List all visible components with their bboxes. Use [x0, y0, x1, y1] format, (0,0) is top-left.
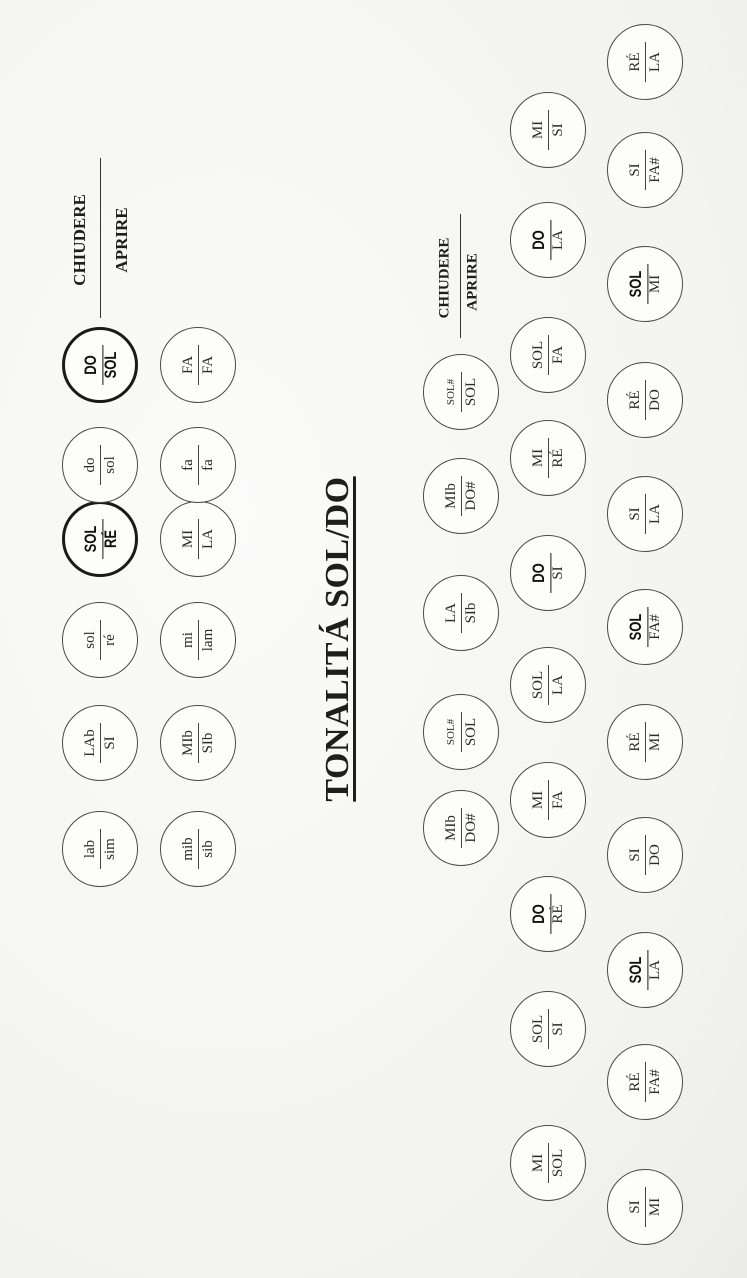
note-opening: FA	[549, 790, 566, 810]
bass-button	[607, 932, 683, 1008]
button-notes	[430, 797, 492, 859]
note-opening: LA	[549, 230, 566, 250]
note-opening: SIb	[462, 602, 479, 624]
bass-button	[607, 817, 683, 893]
note-closing: RÉ	[626, 1062, 646, 1102]
button-notes	[69, 609, 131, 671]
note-closing: SOL	[78, 519, 103, 559]
upper-chiudere-label: CHIUDERE	[70, 194, 89, 286]
note-closing: RÉ	[626, 722, 646, 762]
bass-button	[160, 501, 236, 577]
note-closing: SOL#	[442, 712, 462, 752]
bass-button	[607, 1044, 683, 1120]
button-notes	[167, 434, 229, 496]
note-opening: FA#	[646, 157, 663, 183]
note-opening: LA	[646, 52, 663, 72]
button-notes	[430, 701, 492, 763]
note-opening: SI	[549, 123, 566, 137]
button-notes	[517, 769, 579, 831]
bass-button	[510, 92, 586, 168]
button-notes	[614, 483, 676, 545]
note-closing: MIb	[442, 476, 462, 516]
note-closing: do	[81, 445, 101, 485]
bass-button	[423, 458, 499, 534]
note-closing: MI	[179, 519, 199, 559]
note-opening: RÉ	[549, 904, 566, 924]
note-opening: SOL	[462, 717, 479, 747]
upper-aprire-label: APRIRE	[112, 207, 131, 273]
button-notes	[69, 712, 131, 774]
button-notes	[517, 654, 579, 716]
button-notes	[167, 712, 229, 774]
bass-button	[510, 535, 586, 611]
bass-button	[160, 602, 236, 678]
bass-button	[423, 575, 499, 651]
note-opening: DO#	[462, 481, 479, 511]
note-opening: MI	[646, 274, 663, 294]
upper-divider-line	[100, 158, 101, 318]
note-opening: SOL	[462, 377, 479, 407]
bass-button	[607, 132, 683, 208]
note-closing: SOL	[529, 1009, 549, 1049]
note-opening: FA#	[646, 1069, 663, 1095]
note-closing: MI	[529, 438, 549, 478]
button-notes	[167, 818, 229, 880]
button-notes	[69, 434, 131, 496]
note-closing: MI	[529, 780, 549, 820]
note-closing: SOL	[529, 335, 549, 375]
bass-button	[62, 811, 138, 887]
note-closing: sol	[81, 620, 101, 660]
note-closing: SI	[626, 1187, 646, 1227]
note-opening: DO	[646, 389, 663, 411]
bass-button	[607, 1169, 683, 1245]
bass-button	[423, 790, 499, 866]
button-notes	[614, 369, 676, 431]
bass-button	[607, 589, 683, 665]
note-closing: RÉ	[626, 380, 646, 420]
note-opening: DO#	[462, 813, 479, 843]
button-notes	[614, 1176, 676, 1238]
bass-button	[510, 317, 586, 393]
note-closing: LA	[442, 593, 462, 633]
button-notes	[430, 465, 492, 527]
note-opening: LA	[199, 529, 216, 549]
note-opening: sib	[199, 840, 216, 858]
button-notes	[614, 824, 676, 886]
lower-aprire-label: APRIRE	[464, 253, 481, 311]
note-closing: MI	[529, 1143, 549, 1183]
button-notes	[430, 582, 492, 644]
button-notes	[614, 31, 676, 93]
bass-button	[160, 327, 236, 403]
button-notes	[614, 596, 676, 658]
bass-button	[423, 354, 499, 430]
button-notes	[517, 324, 579, 386]
note-closing: SI	[626, 150, 646, 190]
note-opening: FA	[199, 355, 216, 375]
note-opening: ré	[101, 634, 118, 646]
note-opening: SI	[101, 736, 118, 750]
bass-button	[607, 362, 683, 438]
bass-button	[510, 647, 586, 723]
bass-button	[62, 427, 138, 503]
note-opening: SI	[549, 1022, 566, 1036]
bass-button	[62, 327, 138, 403]
note-opening: RÉ	[100, 529, 120, 549]
button-notes	[614, 939, 676, 1001]
button-notes	[167, 609, 229, 671]
bass-button	[510, 991, 586, 1067]
note-closing: LAb	[81, 723, 101, 763]
button-notes	[167, 334, 229, 396]
button-notes	[517, 542, 579, 604]
bass-button	[62, 602, 138, 678]
note-closing: SOL	[623, 607, 648, 647]
bass-button	[160, 427, 236, 503]
note-closing: SOL	[623, 950, 648, 990]
note-closing: mi	[179, 620, 199, 660]
note-closing: FA	[179, 345, 199, 385]
note-closing: SOL#	[442, 372, 462, 412]
bass-button	[607, 704, 683, 780]
note-opening: SOL	[549, 1148, 566, 1178]
note-closing: DO	[526, 553, 551, 593]
bass-button	[510, 1125, 586, 1201]
note-closing: mib	[179, 829, 199, 869]
button-notes	[69, 508, 131, 570]
bass-button	[62, 705, 138, 781]
note-closing: DO	[526, 894, 551, 934]
bass-button	[510, 202, 586, 278]
note-opening: FA#	[646, 614, 663, 640]
note-opening: SOL	[100, 351, 120, 379]
bass-button	[510, 762, 586, 838]
lower-divider-line	[460, 214, 461, 338]
bass-button	[510, 876, 586, 952]
button-notes	[614, 253, 676, 315]
button-notes	[167, 508, 229, 570]
button-notes	[430, 361, 492, 423]
bass-button	[510, 420, 586, 496]
note-closing: SOL	[623, 264, 648, 304]
note-closing: MIb	[442, 808, 462, 848]
note-opening: fa	[199, 459, 216, 471]
bass-button	[160, 811, 236, 887]
button-notes	[517, 1132, 579, 1194]
button-notes	[517, 99, 579, 161]
button-notes	[517, 998, 579, 1060]
button-notes	[69, 334, 131, 396]
note-opening: SI	[549, 566, 566, 580]
note-opening: MI	[646, 732, 663, 752]
button-notes	[614, 139, 676, 201]
note-opening: LA	[646, 504, 663, 524]
bass-button	[62, 501, 138, 577]
note-opening: LA	[549, 675, 566, 695]
button-notes	[614, 1051, 676, 1113]
note-closing: SI	[626, 494, 646, 534]
button-notes	[614, 711, 676, 773]
note-closing: fa	[179, 445, 199, 485]
note-closing: DO	[78, 345, 103, 385]
note-closing: lab	[81, 829, 101, 869]
note-opening: sim	[101, 838, 118, 860]
lower-chiudere-label: CHIUDERE	[436, 237, 453, 319]
note-closing: MI	[529, 110, 549, 150]
note-opening: sol	[101, 456, 118, 474]
note-closing: MIb	[179, 723, 199, 763]
bass-button	[423, 694, 499, 770]
page-title: TONALITÁ SOL/DO	[319, 476, 356, 802]
note-opening: MI	[646, 1197, 663, 1217]
note-closing: DO	[526, 220, 551, 260]
button-notes	[517, 209, 579, 271]
note-closing: SI	[626, 835, 646, 875]
bass-button	[607, 24, 683, 100]
button-notes	[517, 883, 579, 945]
button-notes	[69, 818, 131, 880]
note-opening: FA	[549, 345, 566, 365]
note-closing: SOL	[529, 665, 549, 705]
note-opening: DO	[646, 844, 663, 866]
note-closing: RÉ	[626, 42, 646, 82]
bass-button	[607, 476, 683, 552]
note-opening: lam	[199, 628, 216, 652]
button-notes	[517, 427, 579, 489]
note-opening: RÉ	[549, 448, 566, 468]
note-opening: LA	[646, 960, 663, 980]
note-opening: SIb	[199, 732, 216, 754]
bass-button	[607, 246, 683, 322]
bass-button	[160, 705, 236, 781]
